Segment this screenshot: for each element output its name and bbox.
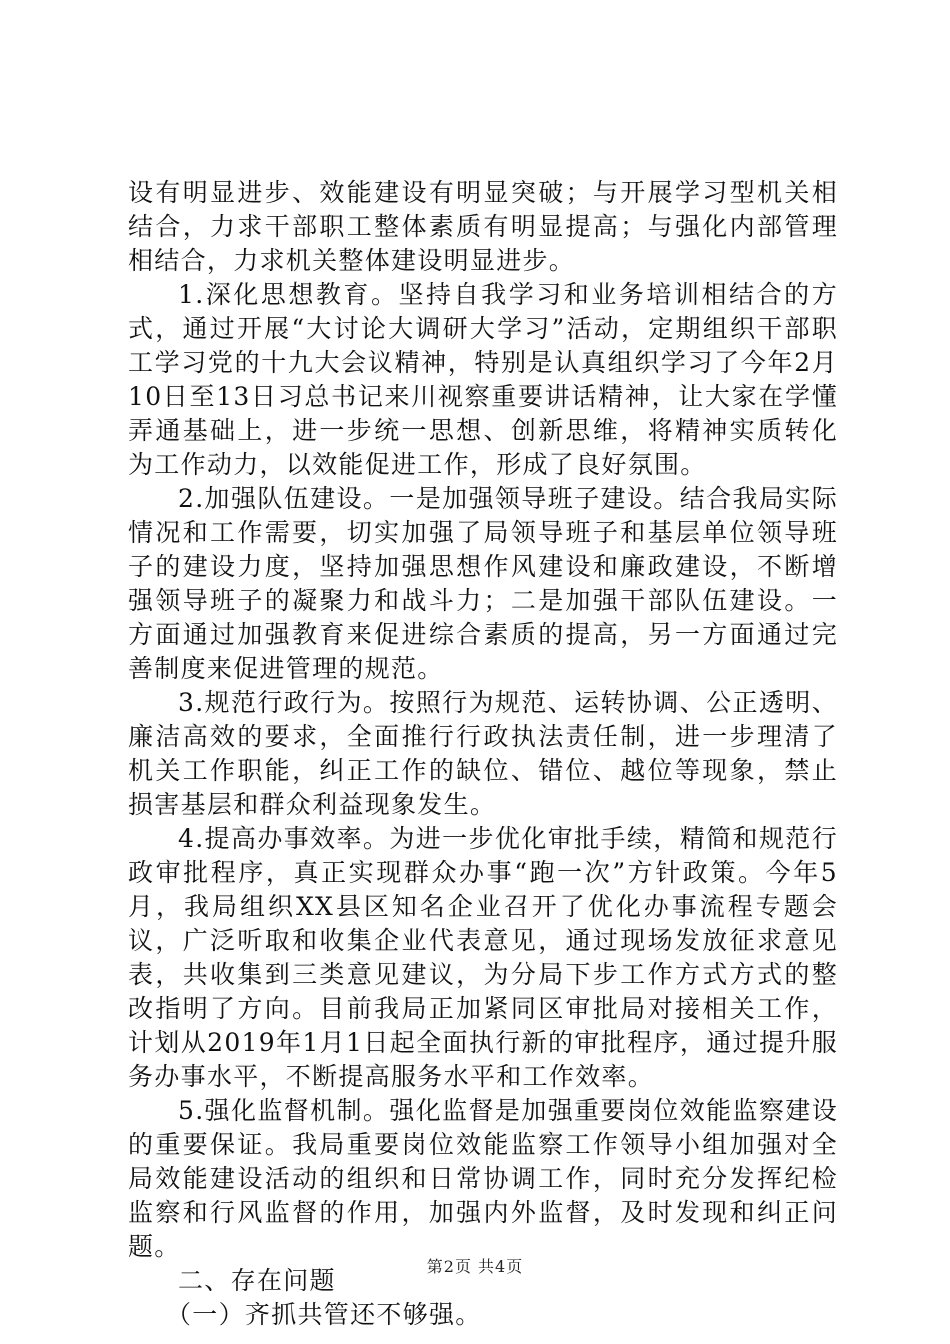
- paragraph-supervision: 5.强化监督机制。强化监督是加强重要岗位效能监察建设的重要保证。我局重要岗位效能监察工作领导小组加强对全局效能建设活动的组织和日常协调工作，同时充分发挥纪检监察和行风监督的作用，加强内外监督，及时发现和纠正问题。: [128, 1096, 838, 1261]
- paragraph-administrative-conduct: 3.规范行政行为。按照行为规范、运转协调、公正透明、廉洁高效的要求，全面推行行政执法责任制，进一步理清了机关工作职能，纠正工作的缺位、错位、越位等现象，禁止损害基层和群众利益现象发生。: [128, 688, 838, 819]
- section-heading: 二、存在问题: [178, 1266, 336, 1295]
- sub-heading: （一）齐抓共管还不够强。: [166, 1300, 482, 1329]
- page-number-footer: 第2页 共4页: [426, 1257, 524, 1276]
- paragraph-ideological-education: 1.深化思想教育。坚持自我学习和业务培训相结合的方式，通过开展“大讨论大调研大学习”活动，定期组织干部职工学习党的十九大会议精神，特别是认真组织学习了今年2月10日至13日习总书记来川视察重要讲话精神，让大家在学懂弄通基础上，进一步统一思想、创新思维，将精神实质转化为工作动力，以效能促进工作，形成了良好氛围。: [128, 280, 838, 479]
- document-body: [128, 176, 838, 1332]
- paragraph-continuation: 设有明显进步、效能建设有明显突破；与开展学习型机关相结合，力求干部职工整体素质有明显提高；与强化内部管理相结合，力求机关整体建设明显进步。: [128, 178, 838, 275]
- paragraph-team-building: 2.加强队伍建设。一是加强领导班子建设。结合我局实际情况和工作需要，切实加强了局领导班子和基层单位领导班子的建设力度，坚持加强思想作风建设和廉政建设，不断增强领导班子的凝聚力和战斗力；二是加强干部队伍建设。一方面通过加强教育来促进综合素质的提高，另一方面通过完善制度来促进管理的规范。: [128, 484, 838, 683]
- paragraph-efficiency: 4.提高办事效率。为进一步优化审批手续，精简和规范行政审批程序，真正实现群众办事“跑一次”方针政策。今年5月，我局组织XX县区知名企业召开了优化办事流程专题会议，广泛听取和收集企业代表意见，通过现场发放征求意见表，共收集到三类意见建议，为分局下步工作方式方式的整改指明了方向。目前我局正加紧同区审批局对接相关工作，计划从2019年1月1日起全面执行新的审批程序，通过提升服务办事水平，不断提高服务水平和工作效率。: [128, 824, 838, 1091]
